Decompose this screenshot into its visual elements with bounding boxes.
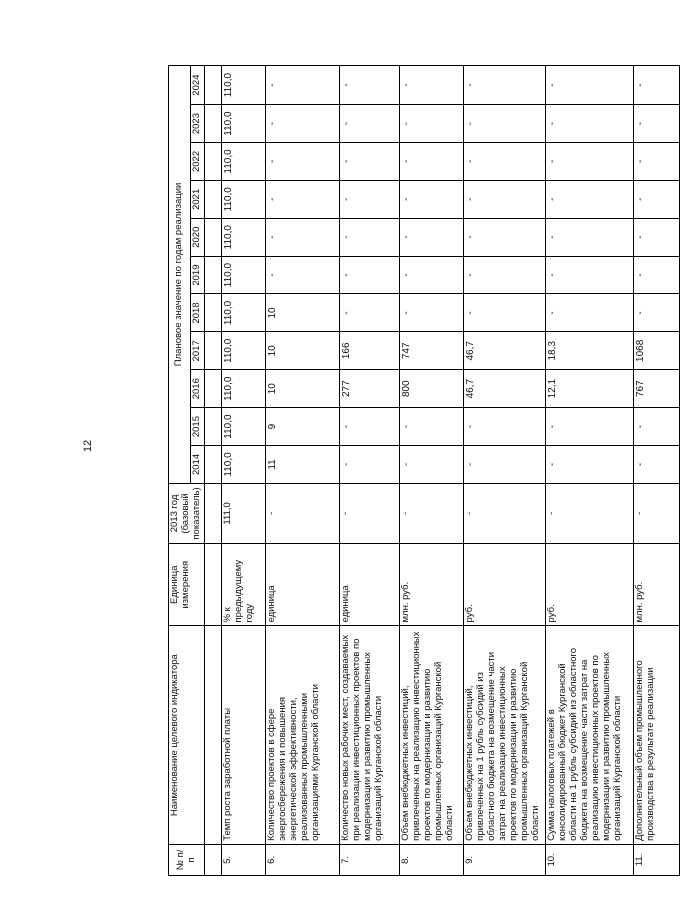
header-no: № п/п [169,844,205,875]
header-year-2016: 2016 [191,370,205,408]
row-number: 7. [340,844,400,875]
header-year-2017: 2017 [191,332,205,370]
blank-row [205,66,222,876]
year-value: - [400,143,464,181]
year-value: 800 [400,370,464,408]
year-value: - [340,294,400,332]
year-value: - [634,408,680,446]
year-value: - [634,143,680,181]
year-value: - [634,218,680,256]
year-value: - [400,294,464,332]
year-value: 110,0 [222,143,266,181]
indicator-name: Количество новых рабочих мест, создаваемых при реализации инвестиционных проектов по модернизации и развитию промышленных организаций Курганской области [340,626,400,844]
year-value: - [546,256,634,294]
year-value: - [340,180,400,218]
header-year-2015: 2015 [191,408,205,446]
indicator-name: Объем внебюджетных инвестиций, привлеченных на 1 рубль субсидий из областного бюджета на возмещение части затрат на реализацию инвестиционных проектов по модернизации и развитию промышленных организаций Курганской области [464,626,546,844]
header-year-2021: 2021 [191,180,205,218]
year-value: - [464,105,546,143]
base-value: - [266,483,340,543]
year-value: 747 [400,332,464,370]
unit-cell: руб. [546,544,634,626]
year-value: 10 [266,294,340,332]
base-value: - [546,483,634,543]
header-name: Наименование целевого индикатора [169,626,205,844]
year-value: - [634,105,680,143]
year-value: 110,0 [222,294,266,332]
year-value: - [400,66,464,105]
year-value: - [634,66,680,105]
row-number: 10. [546,844,634,875]
header-year-2019: 2019 [191,256,205,294]
year-value: - [464,143,546,181]
header-year-2022: 2022 [191,143,205,181]
base-value: - [464,483,546,543]
year-value: - [400,218,464,256]
year-value: - [634,180,680,218]
year-value: 110,0 [222,408,266,446]
indicator-name: Дополнительный объем промышленного производства в результате реализации [634,626,680,844]
indicator-name: Количество проектов в сфере энергосбережения и повышения энергетической эффективности, реализованных промышленными организациями Курганской области [266,626,340,844]
year-value: - [546,408,634,446]
year-value: - [400,180,464,218]
row-number: 11. [634,844,680,875]
year-value: - [266,66,340,105]
year-value: - [546,180,634,218]
year-value: 110,0 [222,218,266,256]
year-value: - [464,256,546,294]
table-row [222,66,266,876]
year-value: - [546,105,634,143]
year-value: 11 [266,446,340,484]
row-number: 5. [222,844,266,875]
unit-cell: руб. [464,544,546,626]
header-plan: Плановое значение по годам реализации [169,66,191,484]
unit-cell: единица [266,544,340,626]
year-value: - [340,143,400,181]
indicator-name: Объем внебюджетных инвестиций, привлеченных на реализацию инвестиционных проектов по модернизации и развитию промышленных организаций Курганской области [400,626,464,844]
year-value: - [266,143,340,181]
indicators-table [168,65,680,876]
row-number: 8. [400,844,464,875]
base-value: 111,0 [222,483,266,543]
year-value: 767 [634,370,680,408]
year-value: - [546,294,634,332]
year-value: - [464,446,546,484]
unit-cell: млн. руб. [400,544,464,626]
year-value: 110,0 [222,370,266,408]
year-value: - [340,105,400,143]
unit-cell: млн. руб. [634,544,680,626]
year-value: 110,0 [222,332,266,370]
year-value: - [464,218,546,256]
year-value: 110,0 [222,105,266,143]
year-value: 18,3 [546,332,634,370]
year-value: - [546,143,634,181]
table-row [400,66,464,876]
year-value: - [546,446,634,484]
rotated-table-container [168,65,656,876]
year-value: - [266,180,340,218]
year-value: - [464,408,546,446]
header-unit: Единица измерения [169,544,205,626]
table-row [340,66,400,876]
indicator-name: Темп роста заработной платы [222,626,266,844]
row-number: 9. [464,844,546,875]
year-value: - [266,105,340,143]
year-value: - [546,218,634,256]
year-value: - [400,256,464,294]
year-value: - [400,408,464,446]
year-value: - [340,256,400,294]
year-value: - [546,66,634,105]
table-row [546,66,634,876]
year-value: - [634,256,680,294]
year-value: - [340,446,400,484]
year-value: 110,0 [222,66,266,105]
unit-cell: % к предыдущему году [222,544,266,626]
year-value: 10 [266,332,340,370]
year-value: - [340,408,400,446]
year-value: - [340,218,400,256]
year-value: - [400,105,464,143]
header-base: 2013 год (базовый показатель) [169,483,205,543]
header-year-2023: 2023 [191,105,205,143]
year-value: 110,0 [222,256,266,294]
year-value: 46,7 [464,332,546,370]
year-value: 1068 [634,332,680,370]
year-value: 12,1 [546,370,634,408]
year-value: - [464,66,546,105]
header-year-2024: 2024 [191,66,205,105]
unit-cell: единица [340,544,400,626]
year-value: - [464,294,546,332]
year-value: - [634,446,680,484]
row-number: 6. [266,844,340,875]
base-value: - [340,483,400,543]
base-value: - [634,483,680,543]
year-value: 166 [340,332,400,370]
table-row [464,66,546,876]
year-value: 110,0 [222,180,266,218]
year-value: - [266,256,340,294]
indicator-name: Сумма налоговых платежей в консолидированный бюджет Курганской области на 1 рубль субсидий из областного бюджета на возмещение части затрат на реализацию инвестиционных проектов по модернизации и развитию промышленных организаций Курганской области [546,626,634,844]
year-value: 46,7 [464,370,546,408]
header-year-2018: 2018 [191,294,205,332]
year-value: - [634,294,680,332]
year-value: - [464,180,546,218]
year-value: - [400,446,464,484]
year-value: 277 [340,370,400,408]
page-number: 12 [82,439,94,453]
year-value: - [340,66,400,105]
year-value: 110,0 [222,446,266,484]
header-year-2014: 2014 [191,446,205,484]
year-value: 9 [266,408,340,446]
base-value: - [400,483,464,543]
table-row [634,66,680,876]
year-value: 10 [266,370,340,408]
year-value: - [266,218,340,256]
table-row [266,66,340,876]
header-year-2020: 2020 [191,218,205,256]
